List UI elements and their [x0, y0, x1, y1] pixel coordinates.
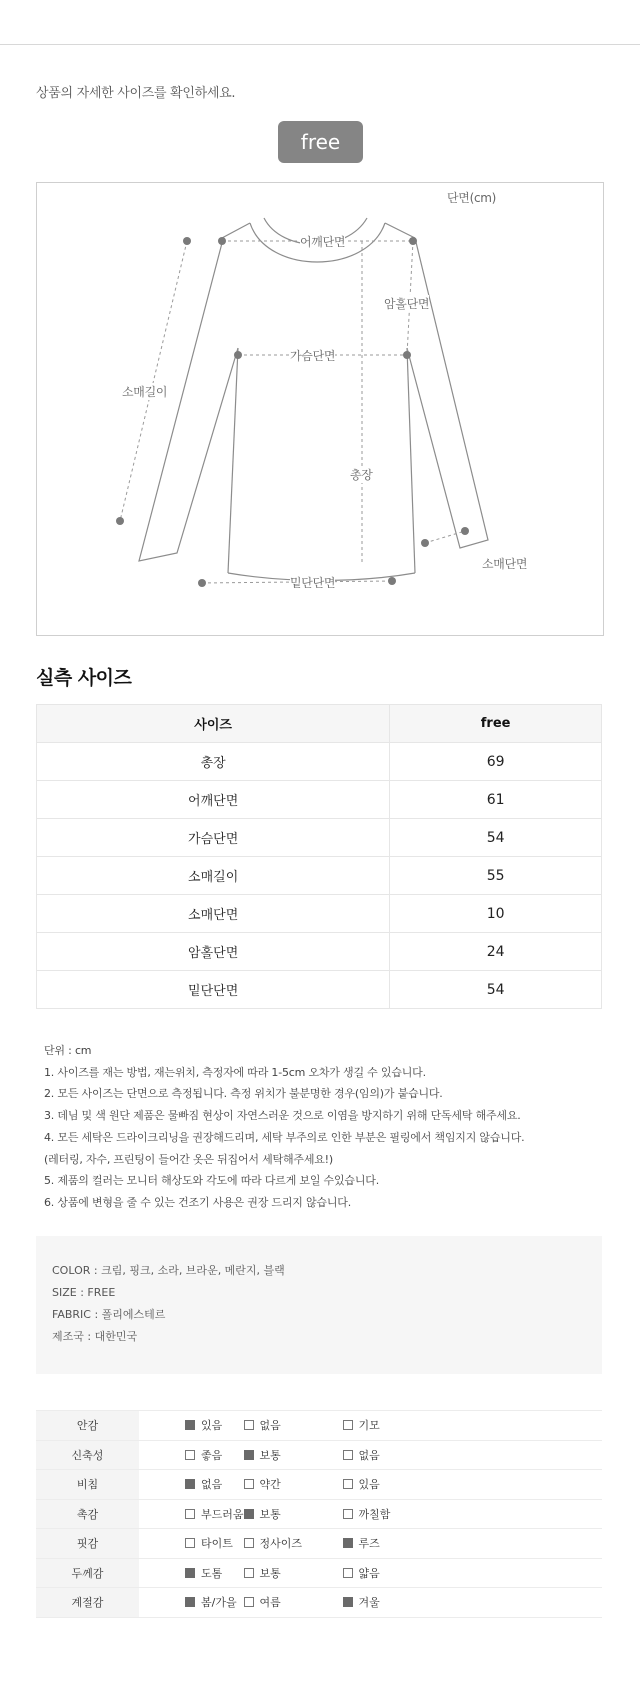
section-title: 실측 사이즈 — [36, 667, 132, 689]
checkbox-icon — [343, 1450, 353, 1460]
option-text: 없음 — [358, 1448, 380, 1462]
note-line: 단위 : cm — [44, 1044, 92, 1057]
checkbox-icon — [185, 1568, 195, 1578]
option-text: 까칠함 — [358, 1507, 391, 1521]
attribute-option — [343, 1558, 442, 1588]
size-table — [36, 704, 602, 1009]
measure-name: 가슴단면 — [37, 819, 390, 857]
measure-value: 54 — [390, 819, 602, 857]
checkbox-icon — [343, 1568, 353, 1578]
measure-value: 24 — [390, 933, 602, 971]
attribute-label: 두께감 — [36, 1558, 139, 1588]
fabric-attributes-table — [36, 1410, 602, 1618]
table-row — [37, 857, 602, 895]
measure-name: 소매단면 — [37, 895, 390, 933]
table-header: 사이즈 — [37, 705, 390, 743]
checkbox-icon — [244, 1538, 254, 1548]
attribute-option — [244, 1440, 343, 1470]
attribute-row — [36, 1558, 602, 1588]
option-text: 봄/가을 — [201, 1596, 237, 1610]
checkbox-icon — [244, 1450, 254, 1460]
attribute-option — [343, 1440, 442, 1470]
option-text: 있음 — [358, 1478, 380, 1492]
table-row — [37, 743, 602, 781]
checkbox-icon — [343, 1479, 353, 1489]
table-row — [37, 933, 602, 971]
attribute-row — [36, 1411, 602, 1441]
table-row — [37, 971, 602, 1009]
option-text: 타이트 — [201, 1537, 233, 1551]
attribute-option — [244, 1588, 343, 1618]
checkbox-icon — [185, 1597, 195, 1607]
attribute-label: 계절감 — [36, 1588, 139, 1618]
option-text: 기모 — [358, 1419, 380, 1433]
info-size: SIZE : FREE — [52, 1286, 116, 1299]
checkbox-icon — [185, 1479, 195, 1489]
table-header-row — [37, 705, 602, 743]
option-text: 부드러움 — [201, 1507, 244, 1521]
chest-label: 가슴단면 — [290, 349, 336, 363]
size-diagram — [36, 182, 604, 636]
measure-value: 54 — [390, 971, 602, 1009]
option-text: 루즈 — [358, 1537, 380, 1551]
hem-label: 밑단단면 — [290, 576, 336, 590]
option-text: 정사이즈 — [259, 1537, 303, 1551]
measure-value: 10 — [390, 895, 602, 933]
attribute-row — [36, 1440, 602, 1470]
attribute-option — [139, 1440, 244, 1470]
shoulder-label: 어깨단면 — [300, 235, 346, 249]
attribute-row — [36, 1588, 602, 1618]
checkbox-icon — [244, 1597, 254, 1607]
note-line: 5. 제품의 컬러는 모니터 해상도와 각도에 따라 다르게 보일 수있습니다. — [44, 1174, 379, 1188]
attribute-option — [139, 1411, 244, 1441]
total-length-label: 총장 — [350, 468, 373, 482]
info-origin: 제조국 : 대한민국 — [52, 1330, 138, 1343]
option-text: 없음 — [201, 1478, 223, 1492]
attribute-option — [343, 1529, 442, 1559]
measure-value: 69 — [390, 743, 602, 781]
attribute-option — [139, 1499, 244, 1529]
intro-text: 상품의 자세한 사이즈를 확인하세요. — [36, 86, 236, 101]
option-text: 보통 — [259, 1448, 281, 1462]
checkbox-icon — [343, 1538, 353, 1548]
attribute-option — [343, 1499, 442, 1529]
measure-name: 어깨단면 — [37, 781, 390, 819]
measure-name: 총장 — [37, 743, 390, 781]
attribute-option — [139, 1588, 244, 1618]
measure-name: 밑단단면 — [37, 971, 390, 1009]
note-line: (레터링, 자수, 프린팅이 들어간 옷은 뒤집어서 세탁해주세요!) — [44, 1152, 333, 1166]
measure-name: 암홀단면 — [37, 933, 390, 971]
note-line: 3. 데님 및 색 원단 제품은 물빠짐 현상이 자연스러운 것으로 이염을 방지하기 위해 단독세탁 해주세요. — [44, 1109, 521, 1123]
product-info-box — [36, 1236, 602, 1374]
option-text: 있음 — [201, 1419, 223, 1433]
attribute-option — [244, 1529, 343, 1559]
table-row — [37, 819, 602, 857]
attribute-option — [139, 1470, 244, 1500]
attribute-option — [139, 1529, 244, 1559]
checkbox-icon — [244, 1479, 254, 1489]
checkbox-icon — [185, 1538, 195, 1548]
note-line: 1. 사이즈를 재는 방법, 재는위치, 측정자에 따라 1-5cm 오차가 생길 수 있습니다. — [44, 1065, 426, 1079]
option-text: 얇음 — [358, 1566, 380, 1580]
table-row — [37, 781, 602, 819]
attribute-row — [36, 1499, 602, 1529]
checkbox-icon — [185, 1450, 195, 1460]
option-text: 여름 — [259, 1596, 281, 1610]
attribute-option — [343, 1411, 442, 1441]
option-text: 보통 — [259, 1566, 281, 1580]
option-text: 보통 — [259, 1507, 281, 1521]
top-divider — [0, 44, 640, 45]
checkbox-icon — [343, 1509, 353, 1519]
option-text: 겨울 — [358, 1596, 380, 1610]
note-line: 4. 모든 세탁은 드라이크리닝을 권장해드리며, 세탁 부주의로 인한 부분은 필링에서 책임지지 않습니다. — [44, 1130, 525, 1144]
attribute-label: 핏감 — [36, 1529, 139, 1559]
armhole-label: 암홀단면 — [384, 297, 430, 311]
checkbox-icon — [185, 1509, 195, 1519]
note-line: 2. 모든 사이즈는 단면으로 측정됩니다. 측정 위치가 불분명한 경우(임의)가 붙습니다. — [44, 1087, 443, 1101]
attribute-label: 촉감 — [36, 1499, 139, 1529]
diagram-unit-label: 단면(cm) — [447, 191, 497, 205]
attribute-option — [343, 1588, 442, 1618]
attribute-option — [244, 1470, 343, 1500]
sleeve-length-label: 소매길이 — [122, 385, 168, 399]
checkbox-icon — [343, 1420, 353, 1430]
attribute-label: 안감 — [36, 1411, 139, 1441]
note-line: 6. 상품에 변형을 줄 수 있는 건조기 사용은 권장 드리지 않습니다. — [44, 1195, 352, 1209]
cuff-label: 소매단면 — [482, 557, 528, 571]
attribute-option — [244, 1411, 343, 1441]
table-row — [37, 895, 602, 933]
attribute-row — [36, 1529, 602, 1559]
option-text: 좋음 — [201, 1448, 223, 1462]
attribute-option — [343, 1470, 442, 1500]
attribute-option — [139, 1558, 244, 1588]
option-text: 도톰 — [201, 1566, 223, 1580]
checkbox-icon — [343, 1597, 353, 1607]
checkbox-icon — [185, 1420, 195, 1430]
checkbox-icon — [244, 1509, 254, 1519]
option-text: 약간 — [259, 1478, 281, 1492]
attribute-option — [244, 1499, 343, 1529]
measure-name: 소매길이 — [37, 857, 390, 895]
option-text: 없음 — [259, 1419, 281, 1433]
measure-value: 61 — [390, 781, 602, 819]
table-header: free — [390, 705, 602, 743]
size-notes — [44, 1040, 604, 1214]
measure-value: 55 — [390, 857, 602, 895]
attribute-row — [36, 1470, 602, 1500]
attribute-label: 비침 — [36, 1470, 139, 1500]
checkbox-icon — [244, 1420, 254, 1430]
size-free-button[interactable]: free — [278, 121, 363, 163]
info-fabric: FABRIC : 폴리에스테르 — [52, 1308, 166, 1321]
checkbox-icon — [244, 1568, 254, 1578]
attribute-label: 신축성 — [36, 1440, 139, 1470]
info-color: COLOR : 크림, 핑크, 소라, 브라운, 메란지, 블랙 — [52, 1264, 285, 1277]
attribute-option — [244, 1558, 343, 1588]
